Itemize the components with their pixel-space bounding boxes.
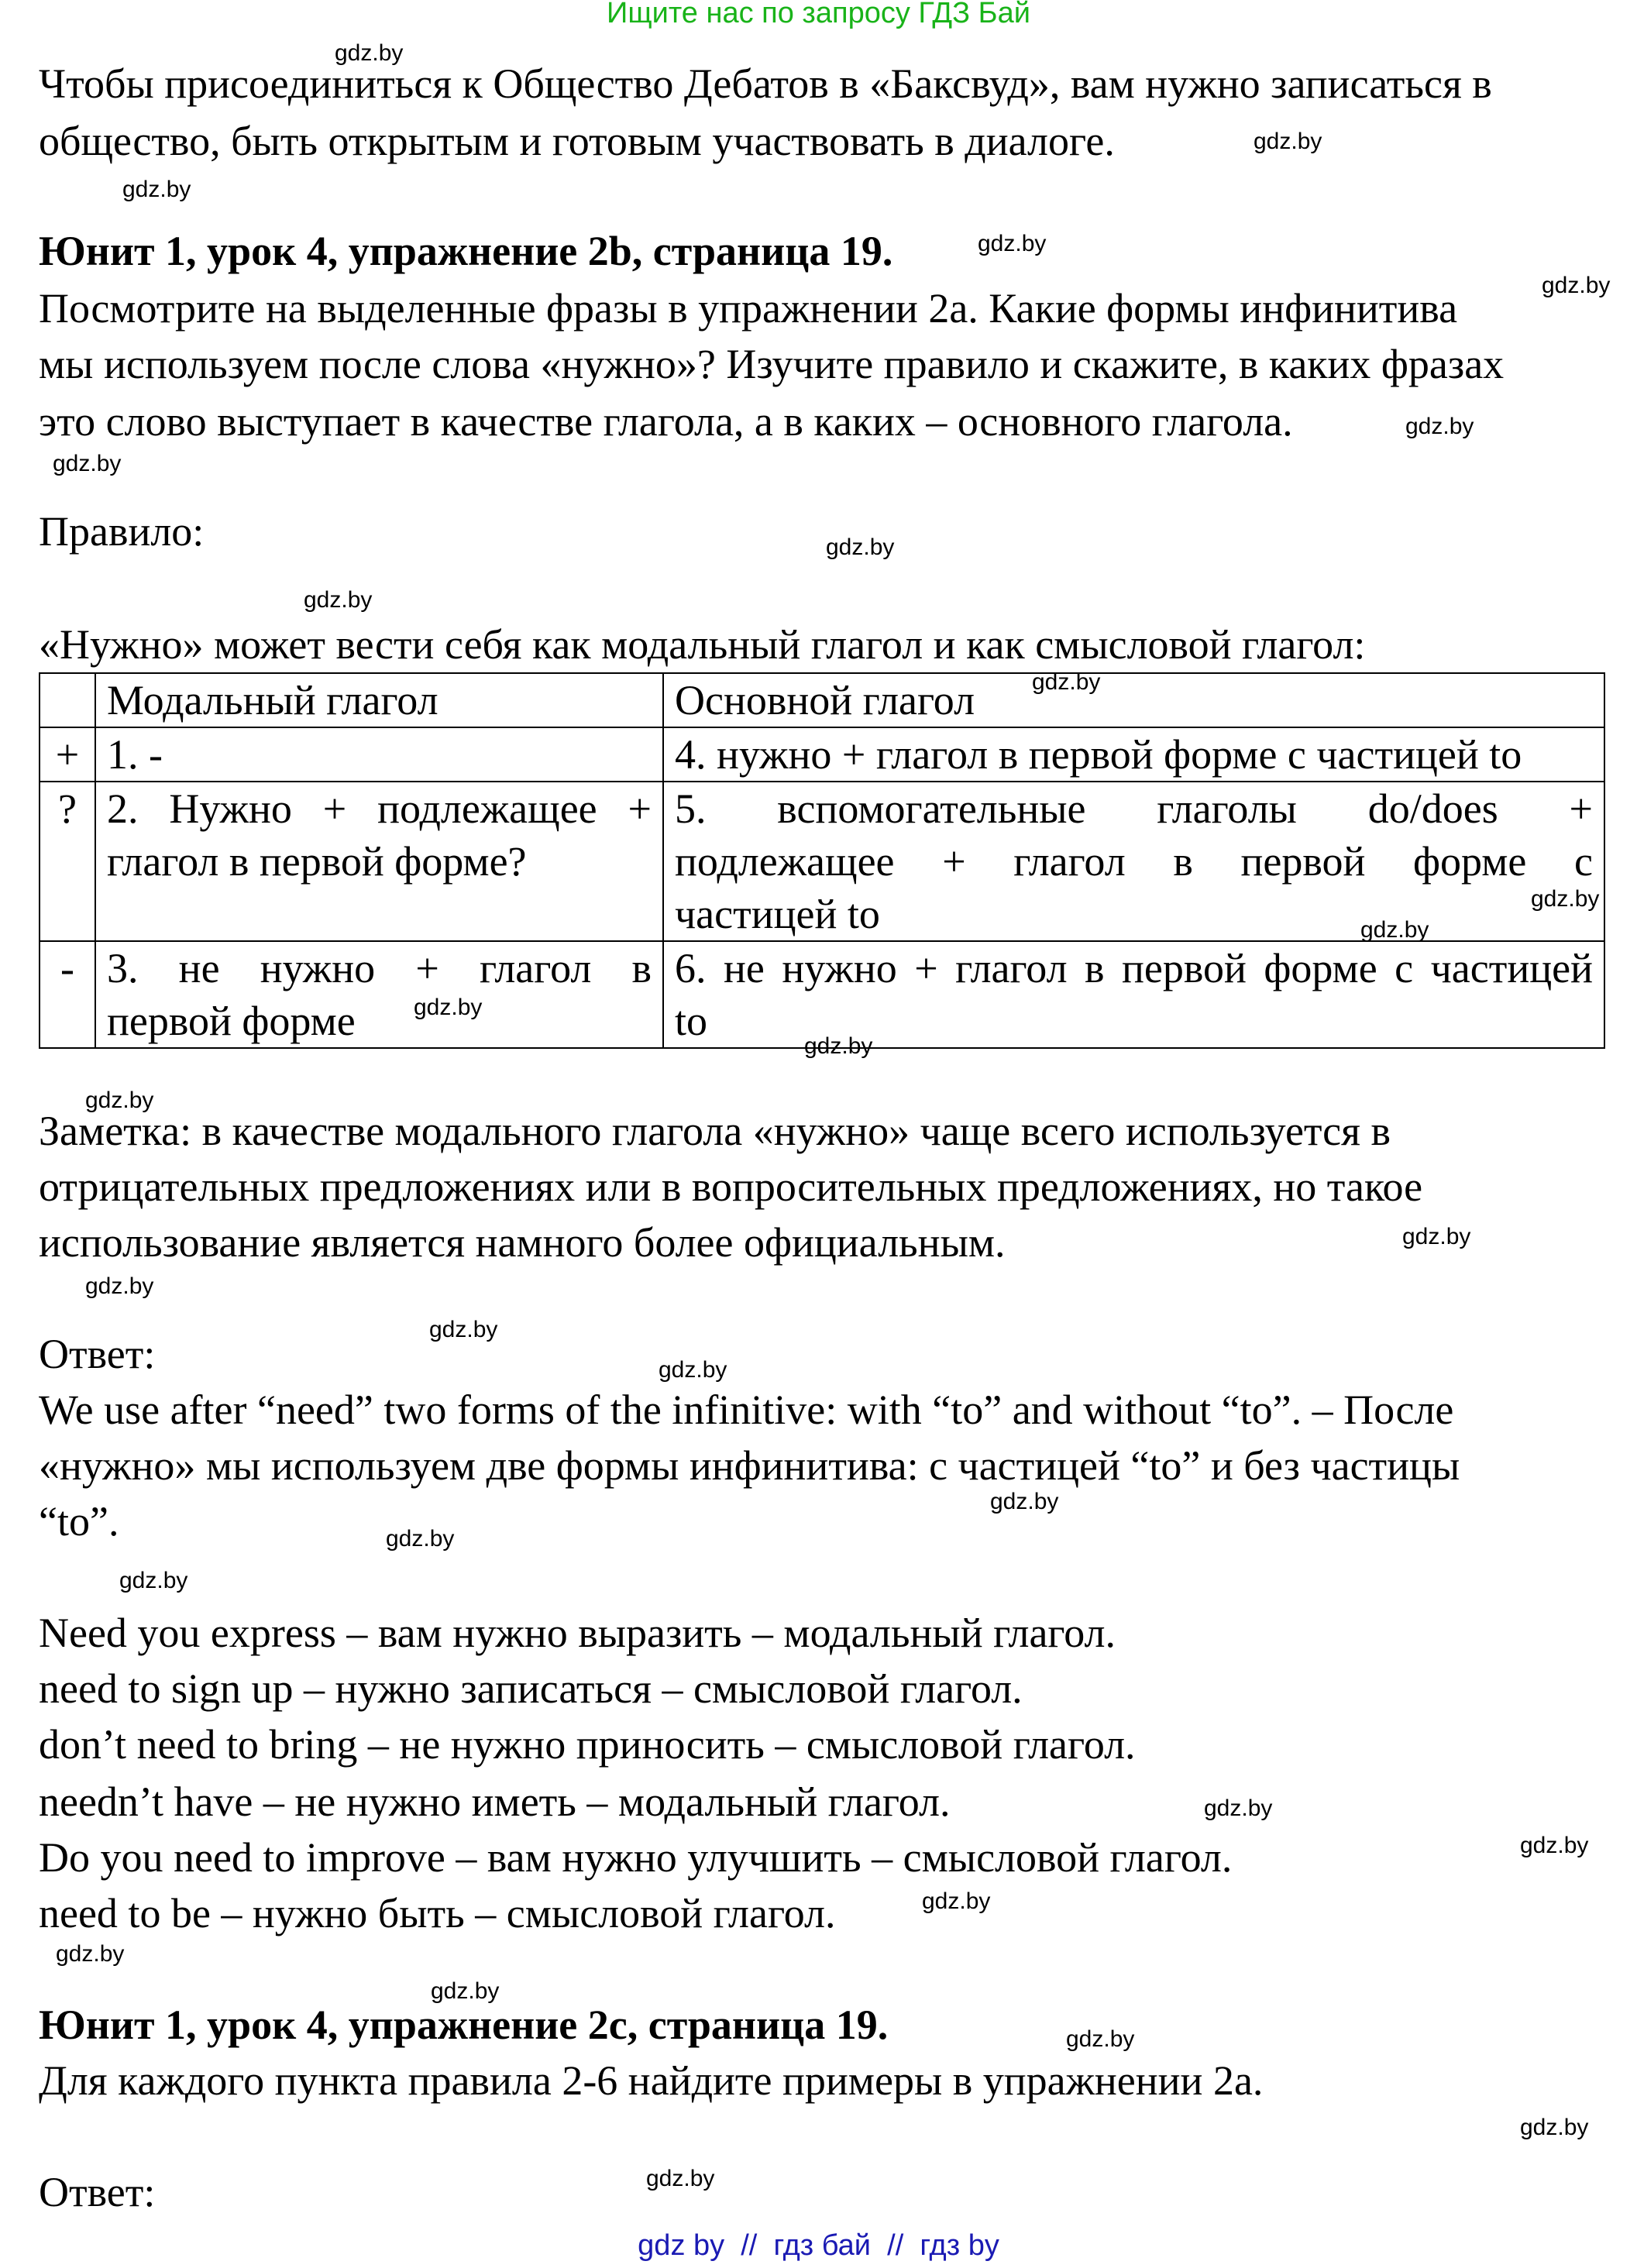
watermark: gdz.by — [1254, 129, 1322, 154]
rule-table — [39, 672, 1605, 1049]
watermark: gdz.by — [990, 1489, 1059, 1514]
watermark: gdz.by — [1402, 1224, 1471, 1249]
answer-line-3: “to”. — [39, 1498, 119, 1545]
table-header-modal: Модальный глагол — [95, 673, 663, 727]
table-cell-modal — [95, 727, 663, 782]
cell-line: 3. не нужно + глагол в — [107, 945, 652, 991]
watermark: gdz.by — [85, 1088, 154, 1113]
watermark: gdz.by — [304, 587, 373, 613]
example-line: don’t need to bring – не нужно приносить – смысловой глагол. — [39, 1721, 1136, 1768]
table-cell-main — [663, 941, 1604, 1048]
example-line: needn’t have – не нужно иметь – модальный глагол. — [39, 1778, 951, 1825]
cell-line: первой форме — [107, 998, 356, 1044]
exercise-2b-heading: Юнит 1, урок 4, упражнение 2b, страница 19. — [39, 228, 893, 274]
table-cell-modal — [95, 782, 663, 941]
watermark: gdz.by — [431, 1978, 500, 2004]
table-row-symbol: - — [40, 941, 95, 1048]
example-line: Do you need to improve – вам нужно улучшить – смысловой глагол. — [39, 1834, 1233, 1881]
cell-line: 5. вспомогательные глаголы do/does + — [675, 785, 1593, 832]
watermark: gdz.by — [1066, 2026, 1135, 2052]
watermark: gdz.by — [85, 1273, 154, 1299]
rule-label: Правило: — [39, 508, 205, 555]
watermark: gdz.by — [429, 1317, 498, 1342]
answer-label: Ответ: — [39, 1331, 156, 1377]
intro-line-2: общество, быть открытым и готовым участвовать в диалоге. — [39, 118, 1115, 164]
table-header-row — [40, 673, 1604, 727]
watermark: gdz.by — [335, 40, 404, 66]
table-header-main: Основной глагол — [663, 673, 1604, 727]
watermark: gdz.by — [386, 1526, 455, 1552]
exercise-2c-answer-label: Ответ: — [39, 2169, 156, 2215]
table-cell-main — [663, 782, 1604, 941]
cell-line: 4. нужно + глагол в первой форме с частицей to — [675, 731, 1522, 778]
watermark: gdz.by — [122, 177, 191, 202]
table-cell-main — [663, 727, 1604, 782]
cell-line: 2. Нужно + подлежащее + — [107, 785, 652, 832]
watermark: gdz.by — [119, 1568, 188, 1593]
watermark: gdz.by — [1405, 414, 1474, 439]
footer-links: gdz by // гдз бай // гдз by — [638, 2229, 999, 2262]
watermark: gdz.by — [414, 995, 483, 1020]
cell-line: 1. - — [107, 731, 163, 778]
table-row-symbol: + — [40, 727, 95, 782]
watermark: gdz.by — [978, 231, 1047, 256]
watermark: gdz.by — [53, 451, 122, 476]
intro-line-1: Чтобы присоединиться к Общество Дебатов в «Баксвуд», вам нужно записаться в — [39, 60, 1492, 107]
example-line: need to sign up – нужно записаться – смысловой глагол. — [39, 1665, 1023, 1712]
exercise-2c-task: Для каждого пункта правила 2-6 найдите примеры в упражнении 2a. — [39, 2057, 1264, 2104]
cell-line: to — [675, 998, 708, 1044]
exercise-2b-task-line-3: это слово выступает в качестве глагола, а в каких – основного глагола. — [39, 398, 1293, 445]
answer-line-2: «нужно» мы используем две формы инфинитива: с частицей “to” и без частицы — [39, 1442, 1460, 1489]
answer-line-1: We use after “need” two forms of the infinitive: with “to” and without “to”. – После — [39, 1387, 1454, 1433]
note-line-1: Заметка: в качестве модального глагола «нужно» чаще всего используется в — [39, 1108, 1391, 1154]
table-cell-modal — [95, 941, 663, 1048]
watermark: gdz.by — [826, 534, 895, 560]
table-row — [40, 727, 1604, 782]
cell-line: частицей to — [675, 891, 880, 937]
table-row — [40, 941, 1604, 1048]
watermark: gdz.by — [659, 1357, 727, 1383]
watermark: gdz.by — [922, 1888, 991, 1914]
watermark: gdz.by — [1032, 669, 1101, 695]
exercise-2b-task-line-1: Посмотрите на выделенные фразы в упражнении 2a. Какие формы инфинитива — [39, 285, 1458, 332]
watermark: gdz.by — [1542, 273, 1611, 298]
exercise-2b-task-line-2: мы используем после слова «нужно»? Изучите правило и скажите, в каких фразах — [39, 341, 1505, 387]
cell-line: 6. не нужно + глагол в первой форме с частицей — [675, 945, 1593, 991]
table-header-empty — [40, 673, 95, 727]
example-line: Need you express – вам нужно выразить – модальный глагол. — [39, 1610, 1116, 1656]
top-banner: Ищите нас по запросу ГДЗ Бай — [607, 0, 1030, 29]
watermark: gdz.by — [1520, 2115, 1589, 2140]
watermark: gdz.by — [1520, 1833, 1589, 1858]
example-line: need to be – нужно быть – смысловой глагол. — [39, 1890, 836, 1936]
watermark: gdz.by — [1531, 886, 1600, 912]
exercise-2c-heading: Юнит 1, урок 4, упражнение 2c, страница 19. — [39, 2002, 889, 2048]
table-row-symbol: ? — [40, 782, 95, 941]
watermark: gdz.by — [1360, 917, 1429, 943]
watermark: gdz.by — [56, 1941, 125, 1967]
note-line-2: отрицательных предложениях или в вопросительных предложениях, но такое — [39, 1163, 1423, 1210]
rule-intro: «Нужно» может вести себя как модальный глагол и как смысловой глагол: — [39, 621, 1366, 668]
watermark: gdz.by — [804, 1033, 873, 1059]
watermark: gdz.by — [646, 2166, 715, 2191]
note-line-3: использование является намного более официальным. — [39, 1219, 1006, 1266]
cell-line: глагол в первой форме? — [107, 838, 527, 885]
watermark: gdz.by — [1204, 1796, 1273, 1821]
cell-line: подлежащее + глагол в первой форме с — [675, 838, 1593, 885]
